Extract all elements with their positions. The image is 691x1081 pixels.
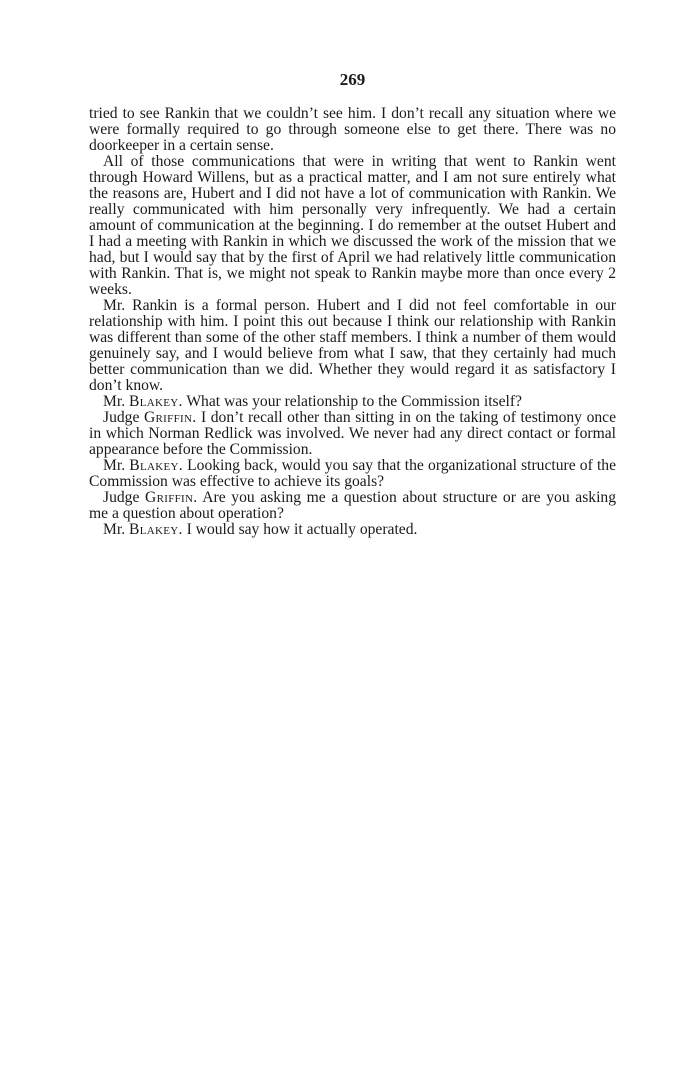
speaker-name: Blakey. (129, 457, 183, 474)
dialogue-entry-4 (89, 490, 616, 522)
paragraph-1: tried to see Rankin that we couldn’t see him. I don’t recall any situation where we were formally required to go through someone else to get there. There was no doorkeeper in a certain sense. (89, 105, 616, 154)
speaker-title: Judge (103, 409, 140, 426)
paragraph-3: Mr. Rankin is a formal person. Hubert and I did not feel comfortable in our relationship with him. I point this out because I think our relationship with Rankin was different than some of the other staff members. I think a number of them would genuinely say, and I would believe from what I saw, that they certainly had much better communication than we did. Whether they would regard it as satisfactory I don’t know. (89, 297, 616, 394)
dialogue-entry-1 (89, 394, 616, 410)
speaker-name: Griffin. (145, 489, 198, 506)
speech-text: Are you asking me a question about structure or are you asking me a question about operation? (89, 489, 616, 522)
speaker-title: Mr. (103, 393, 126, 410)
document-page (89, 70, 616, 538)
paragraph-2: All of those communications that were in writing that went to Rankin went through Howard Willens, but as a practical matter, and I am not sure entirely what the reasons are, Hubert and I did not have a lot of communication with Rankin. We really communicated with him personally very infrequently. We had a certain amount of communication at the beginning. I do remember at the outset Hubert and I had a meeting with Rankin in which we discussed the work of the mission that we had, but I would say that by the first of April we had relatively little communication with Rankin. That is, we might not speak to Rankin maybe more than once every 2 weeks. (89, 153, 616, 298)
speaker-title: Judge (103, 489, 140, 506)
dialogue-entry-3 (89, 458, 616, 490)
page-number: 269 (339, 70, 366, 89)
dialogue-entry-2 (89, 410, 616, 458)
speech-text: Looking back, would you say that the organizational structure of the Commission was effective to achieve its goals? (89, 457, 617, 490)
dialogue-entry-5 (89, 522, 616, 538)
speech-text: What was your relationship to the Commission itself? (186, 393, 522, 410)
speech-text: I would say how it actually operated. (186, 521, 418, 538)
speaker-name: Blakey. (129, 393, 183, 410)
speaker-title: Mr. (103, 521, 126, 538)
speaker-name: Blakey. (129, 521, 183, 538)
speech-text: I don’t recall other than sitting in on the taking of testimony once in which Norman Redlick was involved. We never had any direct contact or formal appearance before the Commission. (89, 409, 617, 458)
speaker-name: Griffin. (143, 409, 197, 426)
speaker-title: Mr. (103, 457, 126, 474)
